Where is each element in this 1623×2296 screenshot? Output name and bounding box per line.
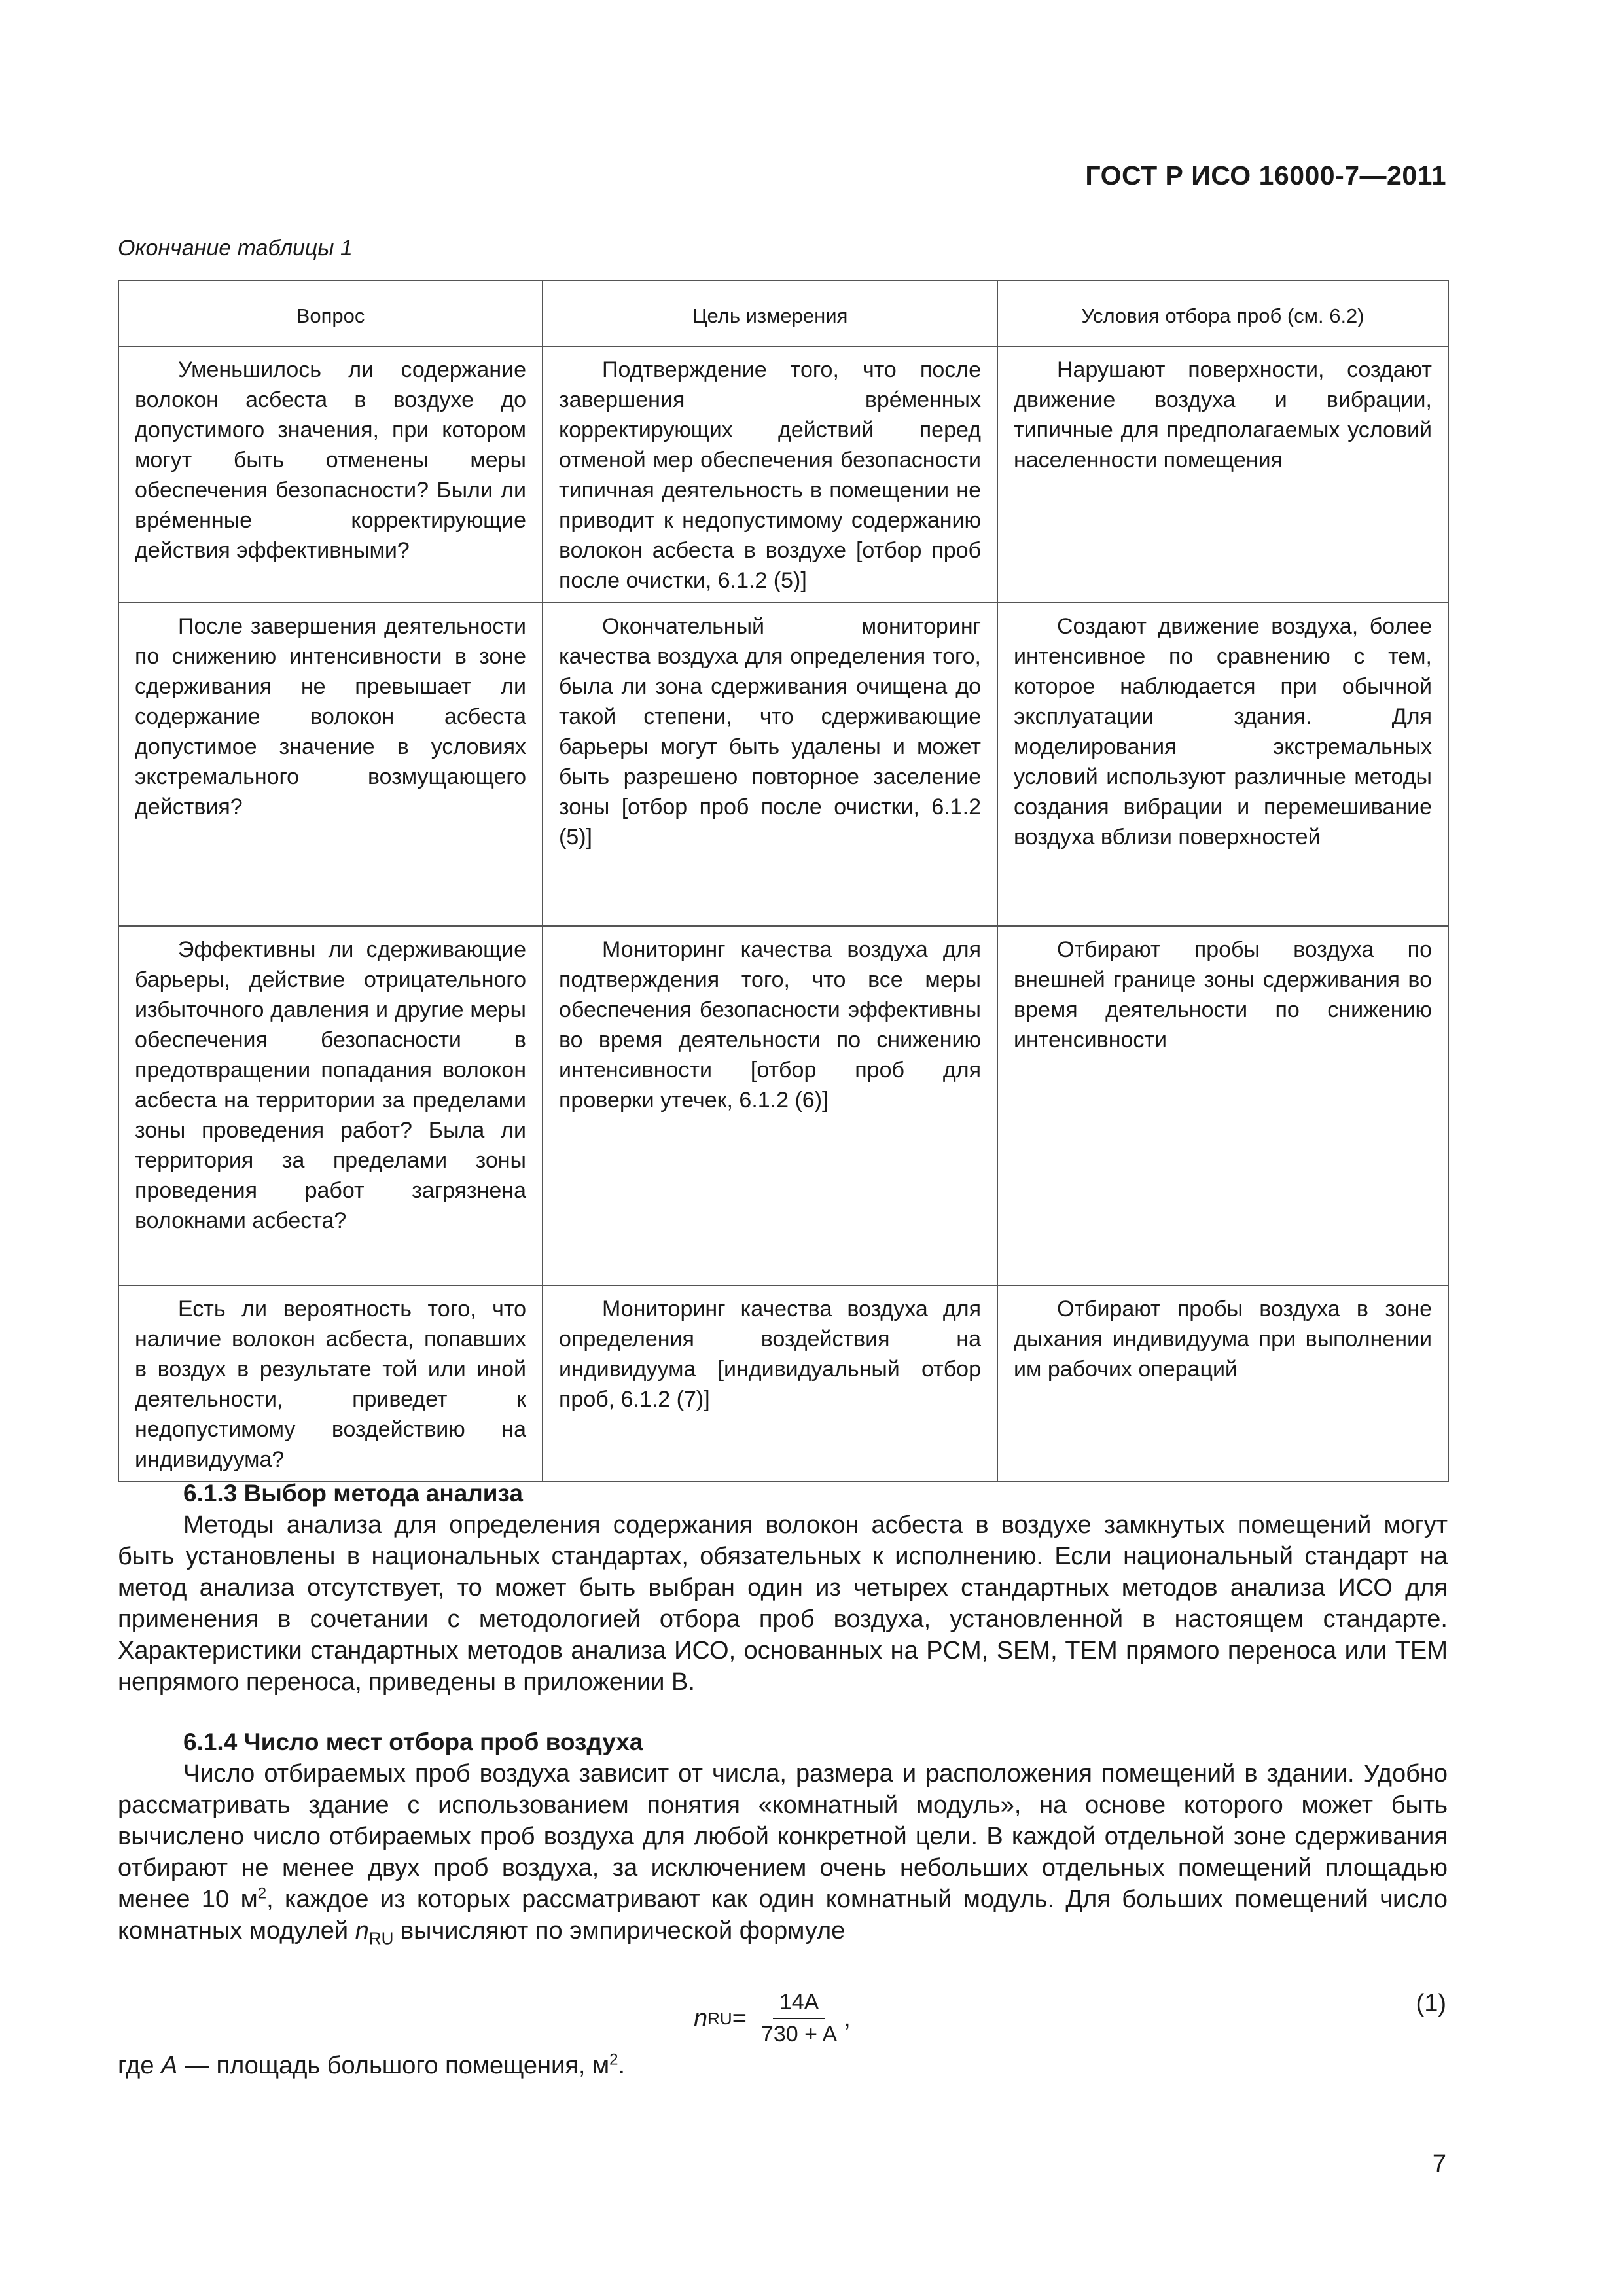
column-header-question: Вопрос bbox=[118, 281, 543, 346]
table-cell: Подтверждение того, что после завершения вре́менных корректирующих действий перед отменой мер обеспечения безопасности типичная деятельность в помещении не приводит к недопустимому содержанию волокон асбеста в воздухе [отбор проб после очистки, 6.1.2 (5)] bbox=[543, 346, 997, 603]
formula-numerator: 14A bbox=[773, 1990, 826, 2019]
table-cell: Есть ли вероятность того, что наличие волокон асбеста, попавших в воздух в результате той или иной деятельности, приведет к недопустимому воздействию на индивидуума? bbox=[118, 1285, 543, 1482]
formula-fraction bbox=[755, 1990, 844, 2047]
section-title: 6.1.4 Число мест отбора проб воздуха bbox=[183, 1729, 643, 1755]
section-body: Число отбираемых проб воздуха зависит от числа, размера и расположения помещений в здании. Удобно рассматривать здание с использованием понятия «комнатный модуль», на основе которого может быть вычислено число отбираемых проб воздуха для любой конкретной цели. В каждой отдельной зоне сдерживания отбирают не менее двух проб воздуха, за исключением очень небольших отдельных помещений площадью менее 10 $м^2$, каждое из которых рассматривают как один комнатный модуль. Для больших помещений число комнатных модулей $n_{RU}$ вычисляют по эмпирической формуле bbox=[118, 1760, 1448, 1948]
standard-code: ГОСТ Р ИСО 16000-7—2011 bbox=[1085, 160, 1446, 190]
table-cell: Эффективны ли сдерживающие барьеры, действие отрицательного избыточного давления и другие меры обеспечения безопасности в предотвращении попадания волокон асбеста на территории за пределами зоны проведения работ? Была ли территория за пределами зоны проведения работ загрязнена волокнами асбеста? bbox=[118, 926, 543, 1285]
table-caption: Окончание таблицы 1 bbox=[118, 236, 353, 260]
formula-where-clause: где A — площадь большого помещения, $м^2$. bbox=[118, 2051, 626, 2079]
formula-denominator: 730 + A bbox=[760, 2022, 838, 2047]
table-cell: Окончательный мониторинг качества воздуха для определения того, была ли зона сдерживания очищена до такой степени, что сдерживающие барьеры могут быть удалены и может быть разрешено повторное заселение зоны [отбор проб после очистки, 6.1.2 (5)] bbox=[543, 603, 997, 926]
formula-number: (1) bbox=[1416, 1990, 1446, 2017]
table-header-row bbox=[118, 281, 1448, 346]
table-cell: Мониторинг качества воздуха для подтверждения того, что все меры обеспечения безопасности эффективны во время деятельности по снижению интенсивности [отбор проб для проверки утечек, 6.1.2 (6)] bbox=[543, 926, 997, 1285]
section-6-1-4 bbox=[118, 1727, 1448, 1946]
requirements-table bbox=[118, 280, 1449, 1482]
table-cell: Мониторинг качества воздуха для определения воздействия на индивидуума [индивидуальный отбор проб, 6.1.2 (7)] bbox=[543, 1285, 997, 1482]
formula-trailing: , bbox=[844, 2004, 851, 2032]
section-body: Методы анализа для определения содержания волокон асбеста в воздухе замкнутых помещений могут быть установлены в национальных стандартах, обязательных к исполнению. Если национальный стандарт на метод анализа отсутствует, то может быть выбран один из четырех стандартных методов анализа ИСО для применения в сочетании с методологией отбора проб воздуха, установленной в настоящем стандарте. Характеристики стандартных методов анализа ИСО, основанных на PCM, SEM, TEM прямого переноса или TEM непрямого переноса, приведены в приложении B. bbox=[118, 1511, 1448, 1696]
table-row bbox=[118, 926, 1448, 1285]
page-number: 7 bbox=[1432, 2150, 1446, 2178]
table-cell: Создают движение воздуха, более интенсивное по сравнению с тем, которое наблюдается при обычной эксплуатации здания. Для моделирования экстремальных условий используют различные методы создания вибрации и перемешивание воздуха вблизи поверхностей bbox=[997, 603, 1448, 926]
column-header-conditions: Условия отбора проб (см. 6.2) bbox=[997, 281, 1448, 346]
section-title: 6.1.3 Выбор метода анализа bbox=[183, 1480, 524, 1507]
table-row bbox=[118, 346, 1448, 603]
table-row bbox=[118, 603, 1448, 926]
formula-lhs-var: n bbox=[694, 2004, 708, 2032]
table-cell: Уменьшилось ли содержание волокон асбеста в воздухе до допустимого значения, при котором могут быть отменены меры обеспечения безопасности? Были ли вре́менные корректирующие действия эффективными? bbox=[118, 346, 543, 603]
table-cell: После завершения деятельности по снижению интенсивности в зоне сдерживания не превышает ли содержание волокон асбеста допустимое значение в условиях экстремального возмущающего действия? bbox=[118, 603, 543, 926]
formula-room-units: n RU = $\frac{14A}{730 + A}$ , bbox=[694, 1990, 851, 2047]
formula-equals: = bbox=[732, 2004, 747, 2032]
column-header-purpose: Цель измерения bbox=[543, 281, 997, 346]
table-cell: Отбирают пробы воздуха по внешней границе зоны сдерживания во время деятельности по снижению интенсивности bbox=[997, 926, 1448, 1285]
section-6-1-3 bbox=[118, 1478, 1448, 1698]
table-row bbox=[118, 1285, 1448, 1482]
table-cell: Отбирают пробы воздуха в зоне дыхания индивидуума при выполнении им рабочих операций bbox=[997, 1285, 1448, 1482]
table-cell: Нарушают поверхности, создают движение воздуха и вибрации, типичные для предполагаемых условий населенности помещения bbox=[997, 346, 1448, 603]
